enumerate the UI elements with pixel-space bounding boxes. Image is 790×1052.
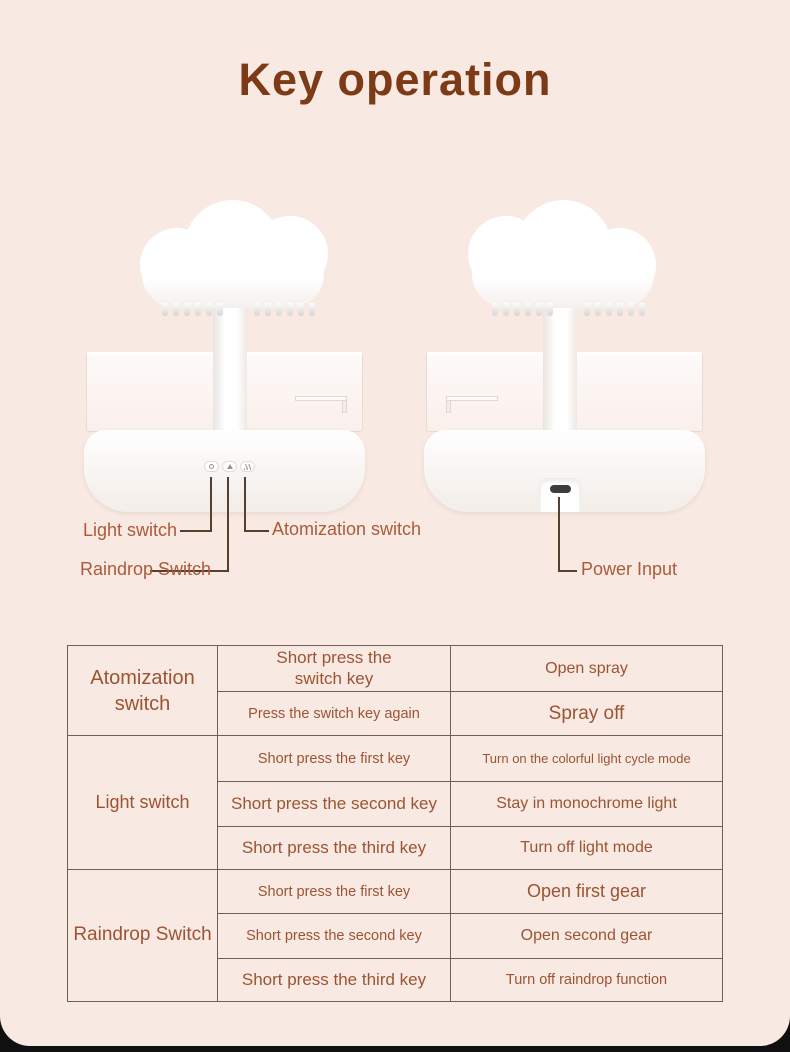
callout-line-light-h (180, 530, 212, 532)
button-row (204, 461, 255, 472)
mist-spout (446, 396, 498, 401)
light-switch-label: Light switch (83, 520, 178, 540)
cloud-top (140, 200, 326, 308)
raindrop-nozzles-right (254, 303, 315, 316)
power-input-label: Power Input (581, 559, 678, 579)
callout-line-raindrop-v (227, 477, 229, 572)
raindrop-icon (227, 464, 233, 469)
result-cell: Open second gear (451, 914, 723, 959)
table-row (68, 870, 723, 914)
action-cell: Short press the second key (218, 782, 451, 827)
action-text: Short press the switch key (276, 648, 392, 688)
raindrop-nozzles-right (584, 303, 645, 316)
result-cell: Spray off (451, 692, 723, 736)
group-name-light: Light switch (68, 736, 218, 870)
result-cell: Turn off raindrop function (451, 959, 723, 1002)
humidifier-back-view (418, 195, 710, 517)
action-cell: Short press the first key (218, 736, 451, 782)
mist-spout (295, 396, 347, 401)
atomization-switch-button (240, 461, 255, 472)
result-cell: Turn on the colorful light cycle mode (451, 736, 723, 782)
page-title: Key operation (238, 54, 552, 105)
action-cell: Short press the third key (218, 827, 451, 870)
raindrop-nozzles-left (492, 303, 553, 316)
action-cell: Short press the second key (218, 914, 451, 959)
raindrop-switch-button (222, 461, 237, 472)
table-row (68, 646, 723, 692)
mist-icon (244, 464, 251, 470)
usb-c-port-icon (550, 485, 571, 493)
raindrop-nozzles-left (162, 303, 223, 316)
action-cell (218, 646, 451, 692)
result-cell: Turn off light mode (451, 827, 723, 870)
action-cell: Short press the third key (218, 959, 451, 1002)
light-icon (209, 464, 214, 469)
result-cell: Stay in monochrome light (451, 782, 723, 827)
group-name-raindrop: Raindrop Switch (68, 870, 218, 1002)
result-cell: Open first gear (451, 870, 723, 914)
raindrop-switch-label: Raindrop Switch (80, 559, 212, 579)
bottom-divider (0, 1046, 790, 1052)
humidifier-front-view (78, 195, 370, 517)
callout-line-atomization-v (244, 477, 246, 532)
cloud-top (470, 200, 656, 308)
action-cell: Press the switch key again (218, 692, 451, 736)
callout-line-power-v (558, 497, 560, 572)
result-cell: Open spray (451, 646, 723, 692)
light-switch-button (204, 461, 219, 472)
callout-line-power-h (558, 570, 577, 572)
group-name-atomization: Atomization switch (68, 646, 218, 736)
action-cell: Short press the first key (218, 870, 451, 914)
table-row (68, 736, 723, 782)
callout-line-atomization-h (244, 530, 269, 532)
atomization-switch-label: Atomization switch (272, 519, 422, 539)
key-operation-table (67, 645, 723, 1002)
power-port-notch (539, 478, 581, 512)
callout-line-light-v (210, 477, 212, 532)
